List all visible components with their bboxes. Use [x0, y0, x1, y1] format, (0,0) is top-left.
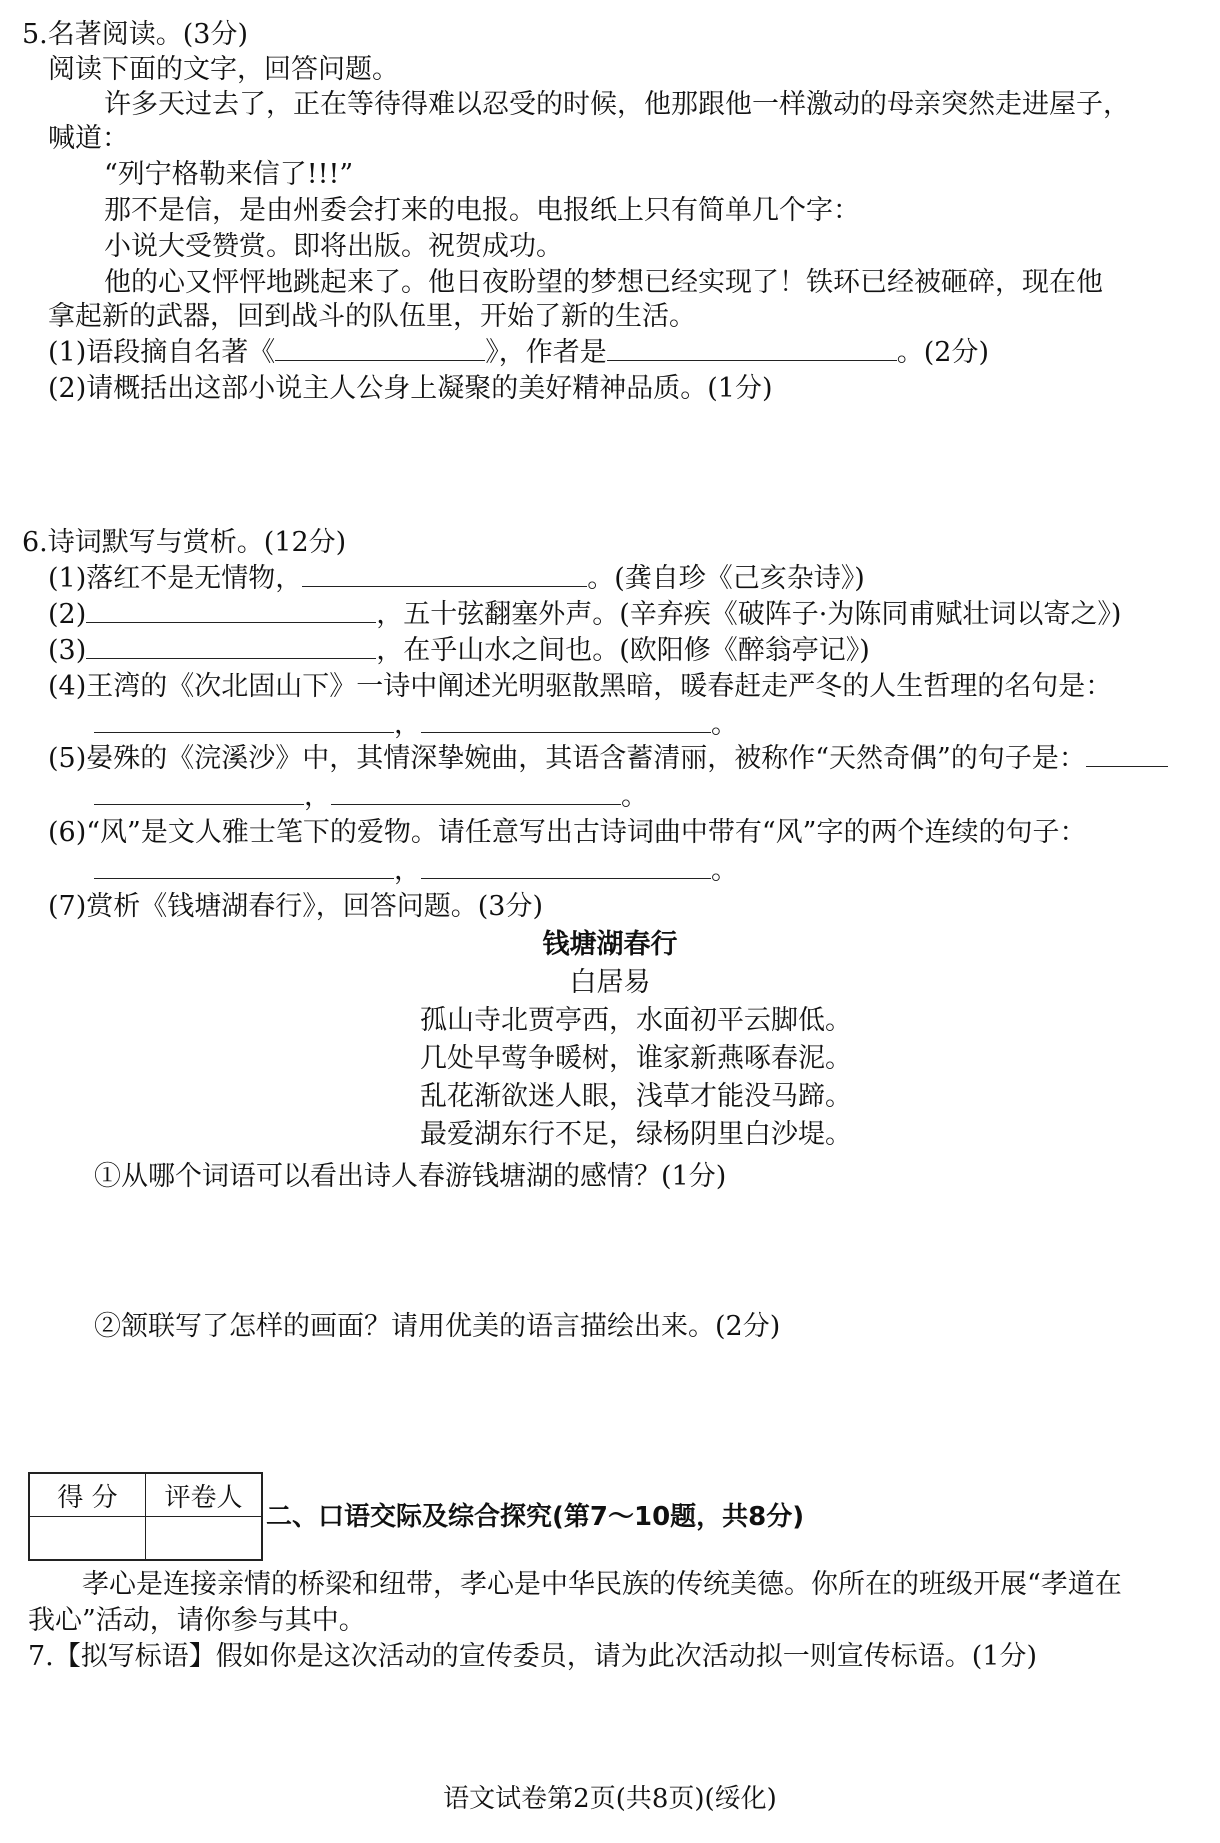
q6-text: ，在乎山水之间也。(欧阳修《醉翁亭记》): [376, 635, 870, 666]
answer-blank[interactable]: [421, 854, 711, 879]
book-title-blank[interactable]: [275, 336, 485, 361]
comma: ，: [304, 781, 331, 812]
q6-item-6: (6)“风”是文人雅士笔下的爱物。请任意写出古诗词曲中带有“风”字的两个连续的句子：: [48, 817, 1087, 848]
grader-header: 评卷人: [146, 1473, 263, 1517]
q5-sub1-text: 。(2分): [896, 337, 989, 368]
answer-blank[interactable]: [86, 598, 376, 623]
q6-text: (5)晏殊的《浣溪沙》中，其情深挚婉曲，其语含蓄清丽，被称作“天然奇偶”的句子是：: [48, 743, 1086, 774]
q5-passage-line: 许多天过去了，正在等待得难以忍受的时候，他那跟他一样激动的母亲突然走进屋子，: [104, 89, 1130, 120]
q6-item-4-answer: [94, 708, 738, 742]
poem-line: 最爱湖东行不足，绿杨阴里白沙堤。: [420, 1119, 852, 1150]
section-intro-line: 我心”活动，请你参与其中。: [28, 1605, 366, 1636]
q5-passage-line: 喊道：: [48, 123, 129, 154]
q6-item-1: [48, 562, 865, 596]
q5-passage-line: 他的心又怦怦地跳起来了。他日夜盼望的梦想已经实现了！铁环已经被砸碎，现在他: [104, 267, 1103, 298]
answer-blank[interactable]: [302, 562, 587, 587]
q6-item-5: [48, 742, 1168, 776]
comma: ，: [394, 855, 421, 886]
poem-author: 白居易: [569, 967, 651, 998]
score-cell[interactable]: [29, 1517, 146, 1561]
period: 。: [711, 709, 738, 740]
answer-blank[interactable]: [86, 634, 376, 659]
answer-blank[interactable]: [94, 708, 394, 733]
section-intro-line: 孝心是连接亲情的桥梁和纽带，孝心是中华民族的传统美德。你所在的班级开展“孝道在: [82, 1569, 1122, 1600]
poem-question-1: ①从哪个词语可以看出诗人春游钱塘湖的感情？(1分): [94, 1161, 727, 1192]
q5-instruction: 阅读下面的文字，回答问题。: [48, 54, 399, 85]
poem-line: 乱花渐欲迷人眼，浅草才能没马蹄。: [420, 1081, 852, 1112]
q6-text: (3): [48, 635, 87, 666]
q5-title: 5.名著阅读。(3分): [22, 19, 249, 50]
answer-blank[interactable]: [1086, 742, 1168, 767]
grader-cell[interactable]: [146, 1517, 263, 1561]
answer-blank[interactable]: [94, 854, 394, 879]
answer-blank[interactable]: [421, 708, 711, 733]
q5-passage-line: “列宁格勒来信了!!!”: [104, 159, 354, 190]
q6-item-6-answer: [94, 854, 738, 888]
poem-line: 孤山寺北贾亭西，水面初平云脚低。: [420, 1005, 852, 1036]
q5-sub2: (2)请概括出这部小说主人公身上凝聚的美好精神品质。(1分): [48, 373, 773, 404]
score-table: [28, 1472, 263, 1561]
comma: ，: [394, 709, 421, 740]
author-blank[interactable]: [607, 336, 897, 361]
score-header: 得 分: [29, 1473, 146, 1517]
answer-blank[interactable]: [94, 780, 304, 805]
q6-item-4: (4)王湾的《次北固山下》一诗中阐述光明驱散黑暗，暖春赶走严冬的人生哲理的名句是：: [48, 671, 1113, 702]
q6-item-2: [48, 598, 1121, 632]
q6-text: (1)落红不是无情物，: [48, 563, 303, 594]
q5-sub1-text: 》，作者是: [485, 337, 607, 368]
q5-sub1-text: (1)语段摘自名著《: [48, 337, 276, 368]
q6-item-5-answer: [94, 780, 648, 814]
q7-text: 7.【拟写标语】假如你是这次活动的宣传委员，请为此次活动拟一则宣传标语。(1分): [28, 1641, 1038, 1672]
poem-title: 钱塘湖春行: [542, 929, 678, 960]
q6-title: 6.诗词默写与赏析。(12分): [22, 527, 347, 558]
q6-text: (2): [48, 599, 87, 630]
q5-passage-line: 那不是信，是由州委会打来的电报。电报纸上只有简单几个字：: [104, 195, 860, 226]
answer-blank[interactable]: [331, 780, 621, 805]
q6-item-7: (7)赏析《钱塘湖春行》，回答问题。(3分): [48, 891, 543, 922]
q5-passage-line: 小说大受赞赏。即将出版。祝贺成功。: [104, 231, 563, 262]
q5-passage-line: 拿起新的武器，回到战斗的队伍里，开始了新的生活。: [48, 301, 696, 332]
q6-text: ，五十弦翻塞外声。(辛弃疾《破阵子·为陈同甫赋壮词以寄之》): [376, 599, 1122, 630]
period: 。: [711, 855, 738, 886]
poem-question-2: ②颔联写了怎样的画面？请用优美的语言描绘出来。(2分): [94, 1311, 781, 1342]
section-title: 二、口语交际及综合探究(第7～10题，共8分): [266, 1502, 805, 1532]
period: 。: [621, 781, 648, 812]
q6-text: 。(龚自珍《己亥杂诗》): [587, 563, 865, 594]
page-footer: 语文试卷第2页(共8页)(绥化): [443, 1784, 777, 1814]
q5-sub1: [48, 336, 989, 370]
q6-item-3: [48, 634, 870, 668]
poem-line: 几处早莺争暖树，谁家新燕啄春泥。: [420, 1043, 852, 1074]
